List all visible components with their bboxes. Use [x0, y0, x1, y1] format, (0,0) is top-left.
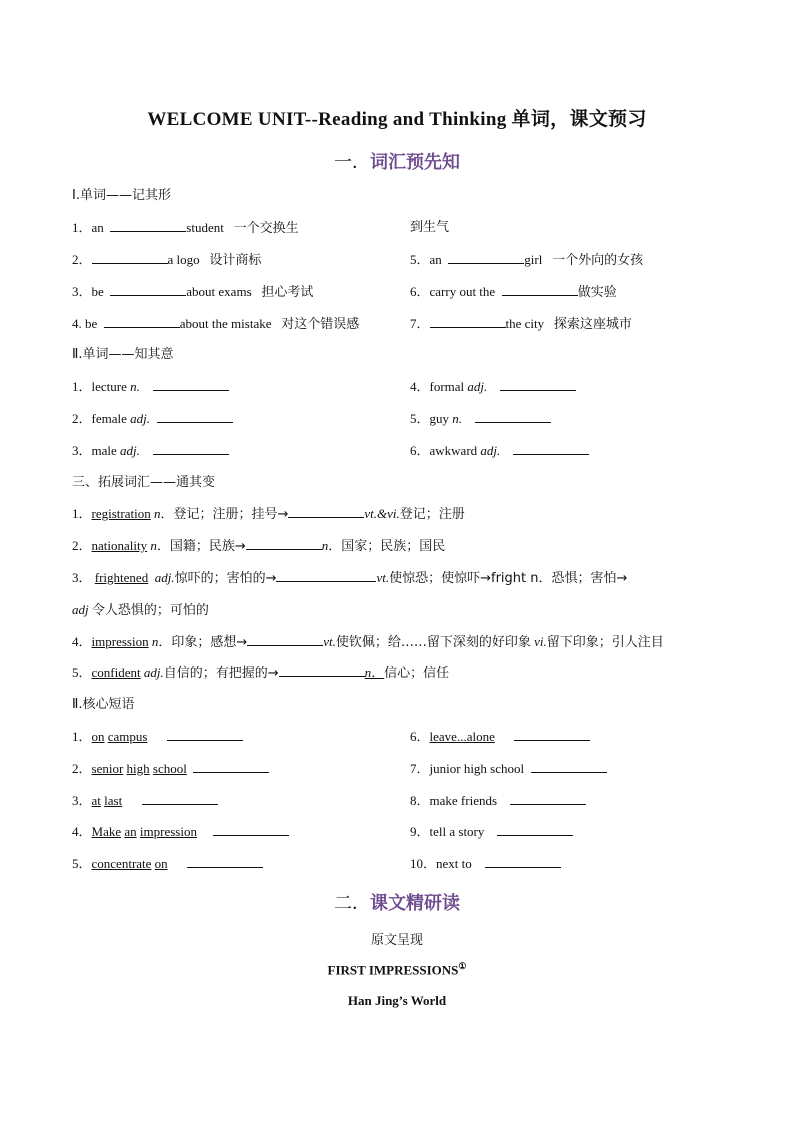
answer-blank[interactable] [187, 855, 263, 868]
passage-subtitle: Han Jing’s World [347, 993, 447, 1008]
derivation-item: 5．confident adj.自信的；有把握的→ n．信心；信任 [72, 665, 450, 681]
section-number: 一． [334, 152, 370, 173]
answer-blank[interactable] [485, 855, 561, 868]
part3-heading: 三、拓展词汇——通其变 [72, 475, 216, 490]
part1-heading: Ⅰ.单词——记其形 [72, 188, 171, 203]
answer-blank[interactable] [475, 410, 551, 423]
vocab-item: 7． the city 探索这座城市 [410, 316, 632, 332]
footnote-mark: ① [458, 961, 467, 971]
answer-blank[interactable] [288, 505, 364, 518]
section-title: 词汇预先知 [370, 152, 460, 173]
vocab-item: 6．carry out the 做实验 [410, 284, 617, 300]
answer-blank[interactable] [246, 537, 322, 550]
derivation-item: 4．impression n．印象；感想→ vt.使钦佩；给……留下深刻的好印象 vi.留下印象；引人注目 [72, 634, 664, 650]
page-title: WELCOME UNIT--Reading and Thinking 单词，课文预习 [147, 109, 647, 130]
meaning-item: 4．formal adj. [410, 378, 576, 396]
answer-blank[interactable] [167, 728, 243, 741]
answer-blank[interactable] [279, 664, 365, 677]
phrase-item: 3．at last [72, 792, 218, 810]
passage-title: FIRST IMPRESSIONS① [327, 961, 467, 978]
vocab-item: 5．an girl 一个外向的女孩 [410, 252, 644, 268]
derivation-continuation: adj 令人恐惧的；可怕的 [72, 602, 209, 618]
section-title: 课文精研读 [370, 893, 460, 914]
section-number: 二． [334, 893, 370, 914]
answer-blank[interactable] [514, 728, 590, 741]
answer-blank[interactable] [510, 792, 586, 805]
answer-blank[interactable] [153, 442, 229, 455]
derivation-item: 2．nationality n．国籍；民族→ n．国家；民族；国民 [72, 538, 446, 554]
phrase-item: 7．junior high school [410, 760, 607, 778]
answer-blank[interactable] [513, 442, 589, 455]
meaning-item: 5．guy n. [410, 410, 551, 428]
answer-blank[interactable] [193, 760, 269, 773]
answer-blank[interactable] [142, 792, 218, 805]
answer-blank[interactable] [157, 410, 233, 423]
vocab-item: 1．an student 一个交换生 [72, 220, 299, 236]
vocab-item: 4. be about the mistake 对这个错误感 [72, 316, 360, 332]
phrase-item: 6．leave...alone [410, 728, 590, 746]
answer-blank[interactable] [531, 760, 607, 773]
phrase-item: 1．on campus [72, 728, 243, 746]
meaning-item: 6．awkward adj. [410, 442, 589, 460]
vocab-item: 到生气 [410, 220, 450, 235]
answer-blank[interactable] [500, 378, 576, 391]
derivation-item: 1．registration n．登记；注册；挂号→ vt.&vi.登记；注册 [72, 506, 465, 522]
answer-blank[interactable] [92, 251, 168, 264]
part2-heading: Ⅱ.单词——知其意 [72, 347, 174, 362]
phrase-item: 4．Make an impression [72, 823, 289, 841]
answer-blank[interactable] [430, 315, 506, 328]
section-heading-2 [0, 889, 794, 915]
vocab-item: 3．be about exams 担心考试 [72, 284, 314, 300]
meaning-item: 3．male adj. [72, 442, 229, 460]
answer-blank[interactable] [502, 283, 578, 296]
answer-blank[interactable] [110, 219, 186, 232]
section-heading-1 [0, 148, 794, 174]
phrase-item: 9．tell a story [410, 823, 573, 841]
phrase-item: 8．make friends [410, 792, 586, 810]
phrase-item: 2．senior high school [72, 760, 269, 778]
answer-blank[interactable] [276, 569, 376, 582]
answer-blank[interactable] [153, 378, 229, 391]
answer-blank[interactable] [213, 823, 289, 836]
derivation-item: 3． frightened adj.惊吓的；害怕的→ vt.使惊恐；使惊吓→fright n．恐惧；害怕→ [72, 570, 628, 586]
answer-blank[interactable] [448, 251, 524, 264]
answer-blank[interactable] [104, 315, 180, 328]
meaning-item: 1．lecture n. [72, 378, 229, 396]
answer-blank[interactable] [247, 633, 323, 646]
answer-blank[interactable] [110, 283, 186, 296]
part4-heading: Ⅱ.核心短语 [72, 697, 135, 712]
phrase-item: 10．next to [410, 855, 561, 873]
answer-blank[interactable] [497, 823, 573, 836]
phrase-item: 5．concentrate on [72, 855, 263, 873]
vocab-item: 2． a logo 设计商标 [72, 252, 262, 268]
meaning-item: 2．female adj. [72, 410, 233, 428]
original-text-label: 原文呈现 [370, 933, 423, 948]
